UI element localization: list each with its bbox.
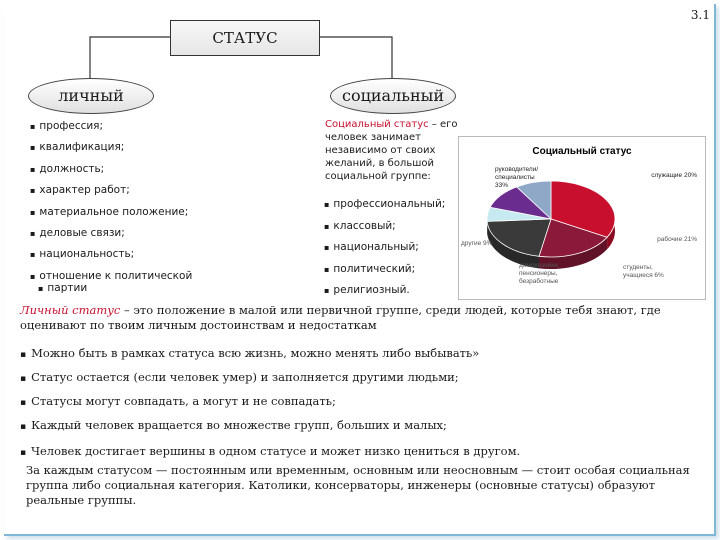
list-item: ▪ материальное положение; (30, 206, 188, 218)
pie-slices (487, 181, 615, 269)
personal-status-paragraph (20, 303, 700, 333)
pie-label: рабочие 21% (657, 236, 697, 243)
pie-svg (459, 137, 705, 299)
social-status-oval: социальный (330, 78, 456, 114)
list-item: ▪ деловые связи; (30, 227, 125, 239)
list-item: ▪ должность; (30, 163, 104, 175)
pie-label: студенты, учащиеся 6% (623, 264, 664, 279)
closing-paragraph: За каждым статусом — постоянным или временным, основным или неосновным — стоит особая социальная группа либо социальная категория. Католики, консерваторы, инженеры (основные статусы) образуют реальные группы. (26, 463, 690, 507)
list-item: ▪ политический; (324, 263, 415, 275)
pie-label: другие 9% (461, 240, 493, 247)
list-item: ▪ религиозный. (324, 284, 410, 296)
bullet-item: ▪ Можно быть в рамках статуса всю жизнь, можно менять либо выбывать» (20, 346, 479, 363)
social-status-description (325, 118, 475, 183)
status-title-box: СТАТУС (170, 20, 320, 56)
bullet-item: ▪ Статусы могут совпадать, а могут и не совпадать; (20, 394, 336, 411)
personal-status-oval: личный (28, 78, 154, 114)
list-item: ▪ классовый; (324, 220, 396, 232)
list-item: ▪ профессия; (30, 120, 103, 132)
list-item: ▪ национальный; (324, 241, 419, 253)
bullet-item: ▪ Человек достигает вершины в одном статусе и может низко цениться в другом. (20, 444, 520, 461)
pie-label: руководители/ специалисты 33% (495, 166, 539, 189)
social-status-definition: – его человек занимает независимо от своих желаний, в большой социальной группе: (325, 119, 458, 182)
paragraph-text: – это положение в малой или первичной группе, среди людей, которые тебя знают, где оценивают по твоим личным достоинствам и недостаткам (20, 303, 661, 332)
list-item: ▪ квалификация; (30, 141, 124, 153)
bullet-item: ▪ Каждый человек вращается во множестве групп, больших и малых; (20, 418, 447, 435)
list-item: ▪ национальность; (30, 248, 134, 260)
pie-label: домохозяйки, пенсионеры, безработные (519, 262, 560, 285)
list-item: ▪ профессиональный; (324, 198, 445, 210)
chart-title: Социальный статус (532, 146, 632, 157)
list-item: ▪ характер работ; (30, 184, 130, 196)
paragraph-lead: Личный статус (20, 303, 121, 317)
social-status-term: Социальный статус (325, 119, 429, 130)
bullet-item: ▪ Статус остается (если человек умер) и заполняется другими людьми; (20, 370, 459, 387)
list-item: ▪ отношение к политической (30, 270, 192, 282)
pie-label: служащие 20% (651, 172, 697, 179)
slide-number: 3.1 (690, 8, 710, 22)
social-status-pie-chart (458, 136, 706, 300)
list-item-continuation: ▪ партии (38, 282, 87, 294)
